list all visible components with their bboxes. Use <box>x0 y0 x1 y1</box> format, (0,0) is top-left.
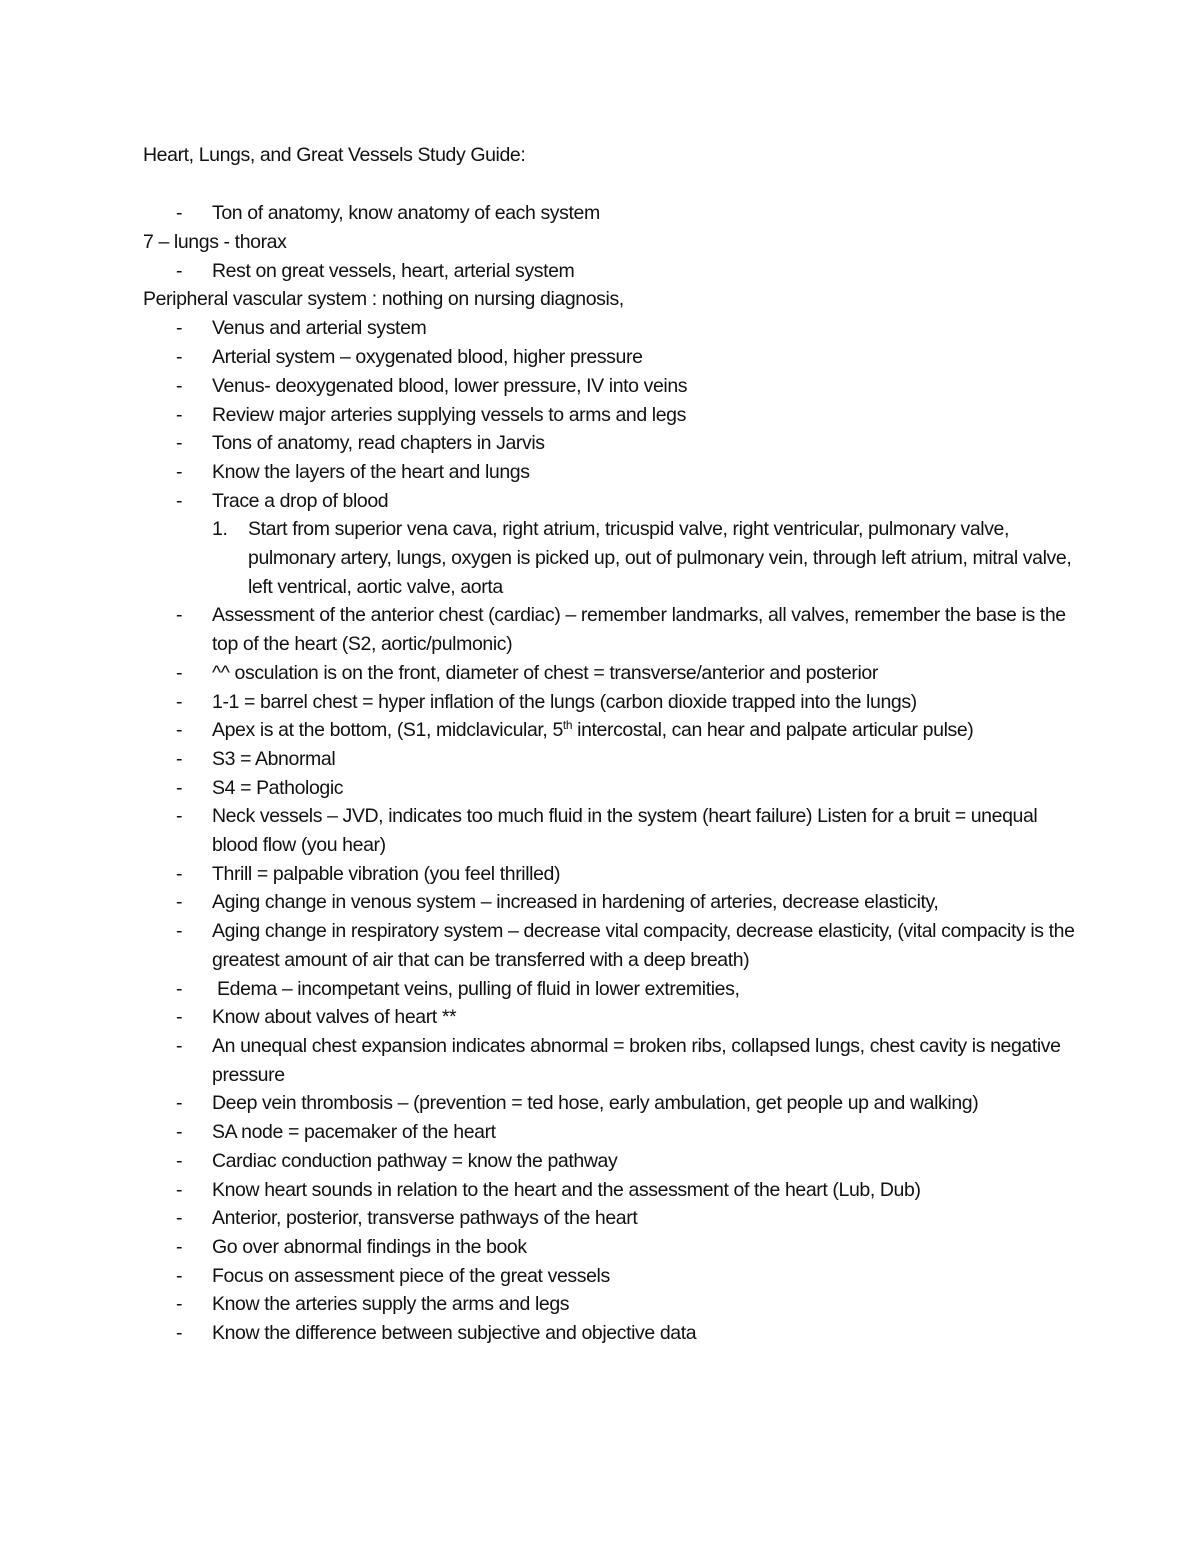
bullet-item <box>143 1118 1080 1147</box>
bullet-item <box>143 1147 1080 1176</box>
bullet-item <box>143 745 1080 774</box>
bullet-item <box>143 1290 1080 1319</box>
bullet-item <box>143 601 1080 658</box>
bullet-text: Rest on great vessels, heart, arterial system <box>212 259 575 282</box>
bullet-dash: - <box>176 202 183 224</box>
bullet-text: Assessment of the anterior chest (cardiac) – remember landmarks, all valves, remember the base is the top of the heart (S2, aortic/pulmonic) <box>212 604 1066 656</box>
bullet-text: Deep vein thrombosis – (prevention = ted hose, early ambulation, get people up and walking) <box>212 1092 979 1115</box>
bullet-text: Venus and arterial system <box>212 317 427 340</box>
bullet-dash: - <box>176 1149 183 1172</box>
bullet-text: An unequal chest expansion indicates abnormal = broken ribs, collapsed lungs, chest cavity is negative pressure <box>212 1034 1061 1086</box>
bullet-item <box>143 917 1080 974</box>
bullet-dash: - <box>176 1092 183 1115</box>
bullet-text: Cardiac conduction pathway = know the pathway <box>212 1149 618 1172</box>
bullet-text: Anterior, posterior, transverse pathways of the heart <box>212 1207 638 1230</box>
bullet-item <box>143 802 1080 859</box>
bullet-dash: - <box>176 374 183 397</box>
bullet-dash: - <box>176 1235 183 1258</box>
bullet-dash: - <box>176 604 183 627</box>
bullet-dash: - <box>176 776 183 799</box>
bullet-item <box>143 774 1080 803</box>
bullet-dash: - <box>176 862 183 885</box>
section-line: 7 – lungs - thorax <box>143 230 287 253</box>
bullet-text: Review major arteries supplying vessels to arms and legs <box>212 403 686 426</box>
bullet-text: Thrill = palpable vibration (you feel thrilled) <box>212 862 561 885</box>
bullet-text: Know about valves of heart ** <box>212 1006 457 1029</box>
bullet-item <box>143 860 1080 889</box>
bullet-item <box>143 1262 1080 1291</box>
bullet-text <box>212 719 973 741</box>
bullet-item <box>143 257 1080 286</box>
numbered-item <box>143 515 1080 601</box>
bullet-dash: - <box>176 317 183 340</box>
bullet-text: Tons of anatomy, read chapters in Jarvis <box>212 432 545 455</box>
bullet-dash: - <box>176 661 183 684</box>
bullet-dash: - <box>176 977 183 1000</box>
bullet-text: SA node = pacemaker of the heart <box>212 1121 496 1144</box>
bullet-dash: - <box>176 403 183 426</box>
bullet-item <box>143 458 1080 487</box>
bullet-item <box>143 1089 1080 1118</box>
bullet-dash: - <box>176 920 183 943</box>
number-marker: 1. <box>212 518 228 541</box>
bullet-dash: - <box>176 1207 183 1230</box>
blank-line <box>143 170 1080 199</box>
bullet-item <box>143 1233 1080 1262</box>
bullet-item <box>143 1003 1080 1032</box>
bullet-dash: - <box>176 1264 183 1287</box>
bullet-item <box>143 659 1080 688</box>
bullet-text: Know the arteries supply the arms and legs <box>212 1293 570 1316</box>
bullet-item <box>143 429 1080 458</box>
bullet-item <box>143 199 1080 228</box>
bullet-item <box>143 1204 1080 1233</box>
bullet-dash: - <box>176 432 183 455</box>
bullet-text: Know heart sounds in relation to the heart and the assessment of the heart (Lub, Dub) <box>212 1178 921 1201</box>
bullet-item <box>143 343 1080 372</box>
bullet-item <box>143 1032 1080 1089</box>
bullet-dash: - <box>176 1034 183 1057</box>
bullet-dash: - <box>176 1178 183 1201</box>
bullet-dash: - <box>176 690 183 713</box>
document-title: Heart, Lungs, and Great Vessels Study Guide: <box>143 144 526 166</box>
bullet-dash: - <box>176 489 183 512</box>
bullet-item <box>143 1319 1080 1348</box>
bullet-dash: - <box>176 719 183 742</box>
bullet-text-part: intercostal, can hear and palpate articular pulse) <box>572 719 974 742</box>
bullet-item <box>143 372 1080 401</box>
bullet-dash: - <box>176 1006 183 1029</box>
bullet-item <box>143 1176 1080 1205</box>
section-line: Peripheral vascular system : nothing on nursing diagnosis, <box>143 288 624 311</box>
bullet-text: Go over abnormal findings in the book <box>212 1235 527 1258</box>
bullet-text: S3 = Abnormal <box>212 747 336 770</box>
superscript: th <box>562 718 573 733</box>
bullet-text: Arterial system – oxygenated blood, higher pressure <box>212 346 643 369</box>
bullet-item <box>143 487 1080 516</box>
bullet-dash: - <box>176 460 183 483</box>
bullet-dash: - <box>176 1293 183 1316</box>
bullet-text-part: Apex is at the bottom, (S1, midclavicular, 5 <box>212 719 563 742</box>
bullet-dash: - <box>176 1121 183 1144</box>
bullet-item <box>143 314 1080 343</box>
bullet-text: Know the layers of the heart and lungs <box>212 460 530 483</box>
bullet-text: Aging change in respiratory system – decrease vital compacity, decrease elasticity, (vital compacity is the greatest amount of air that can be transferred with a deep breath) <box>212 920 1075 971</box>
bullet-text: Know the difference between subjective and objective data <box>212 1322 697 1345</box>
bullet-item <box>143 688 1080 717</box>
bullet-item <box>143 401 1080 430</box>
bullet-text: Edema – incompetant veins, pulling of fluid in lower extremities, <box>212 977 740 1000</box>
bullet-text: Ton of anatomy, know anatomy of each system <box>212 202 600 224</box>
bullet-text: 1-1 = barrel chest = hyper inflation of the lungs (carbon dioxide trapped into the lungs) <box>212 690 917 713</box>
numbered-text: Start from superior vena cava, right atrium, tricuspid valve, right ventricular, pulmonary valve, pulmonary artery, lungs, oxygen is picked up, out of pulmonary vein, through left atrium, mitral valve, left ventrical, aortic valve, aorta <box>248 518 1072 598</box>
bullet-dash: - <box>176 747 183 770</box>
bullet-dash: - <box>176 1322 183 1345</box>
bullet-item <box>143 888 1080 917</box>
bullet-text: Venus- deoxygenated blood, lower pressure, IV into veins <box>212 374 688 397</box>
bullet-dash: - <box>176 259 183 282</box>
bullet-text: Neck vessels – JVD, indicates too much fluid in the system (heart failure) Listen for a bruit = unequal blood flow (you hear) <box>212 805 1038 857</box>
bullet-dash: - <box>176 891 183 914</box>
bullet-text: Focus on assessment piece of the great vessels <box>212 1264 610 1287</box>
bullet-dash: - <box>176 346 183 369</box>
bullet-text: S4 = Pathologic <box>212 776 344 799</box>
bullet-dash: - <box>176 805 183 828</box>
bullet-text: ^^ osculation is on the front, diameter of chest = transverse/anterior and posterior <box>212 661 878 684</box>
bullet-text: Trace a drop of blood <box>212 489 389 512</box>
bullet-item <box>143 716 1080 745</box>
bullet-text: Aging change in venous system – increased in hardening of arteries, decrease elasticity, <box>212 891 939 914</box>
bullet-item <box>143 975 1080 1004</box>
